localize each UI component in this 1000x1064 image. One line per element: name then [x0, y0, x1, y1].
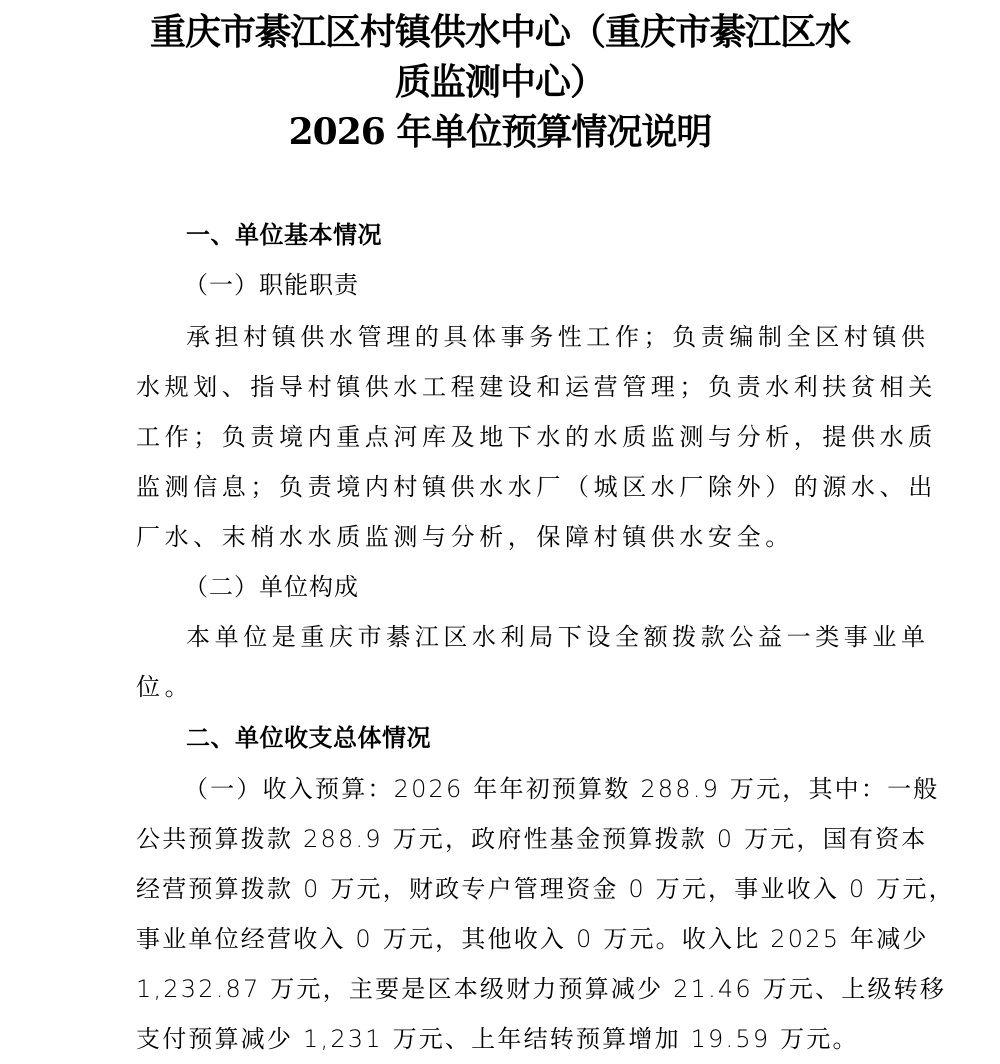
- subsection-heading-composition: （二）单位构成: [184, 573, 359, 601]
- document-title-line-2: 质监测中心）: [394, 61, 605, 103]
- income-paragraph-line: 经营预算拨款 0 万元，财政专户管理资金 0 万元，事业收入 0 万元，: [136, 875, 955, 903]
- duties-paragraph-line: 水规划、指导村镇供水工程建设和运营管理；负责水利扶贫相关: [136, 373, 937, 401]
- composition-paragraph-line: 位。: [136, 673, 194, 701]
- duties-paragraph-line: 工作；负责境内重点河库及地下水的水质监测与分析，提供水质: [136, 423, 937, 451]
- document-title-line-1: 重庆市綦江区村镇供水中心（重庆市綦江区水: [149, 11, 850, 53]
- duties-paragraph-line: 承担村镇供水管理的具体事务性工作；负责编制全区村镇供: [186, 323, 930, 351]
- section-heading-basic-info: 一、单位基本情况: [186, 221, 382, 249]
- income-paragraph-line: 事业单位经营收入 0 万元，其他收入 0 万元。收入比 2025 年减少: [136, 925, 929, 953]
- document-title-line-3: 2026 年单位预算情况说明: [288, 111, 712, 153]
- duties-paragraph-line: 监测信息；负责境内村镇供水水厂（城区水厂除外）的源水、出: [136, 473, 937, 501]
- income-paragraph-line: （一）收入预算：2026 年年初预算数 288.9 万元，其中：一般: [184, 775, 940, 803]
- duties-paragraph-line: 厂水、末梢水水质监测与分析，保障村镇供水安全。: [136, 523, 794, 551]
- income-paragraph-line: 支付预算减少 1,231 万元、上年结转预算增加 19.59 万元。: [136, 1025, 859, 1053]
- section-heading-budget-overview: 二、单位收支总体情况: [186, 724, 431, 752]
- income-paragraph-line: 1,232.87 万元，主要是区本级财力预算减少 21.46 万元、上级转移: [136, 975, 947, 1003]
- composition-paragraph-line: 本单位是重庆市綦江区水利局下设全额拨款公益一类事业单: [186, 623, 930, 651]
- income-paragraph-line: 公共预算拨款 288.9 万元，政府性基金预算拨款 0 万元，国有资本: [136, 825, 928, 853]
- subsection-heading-duties: （一）职能职责: [184, 271, 359, 299]
